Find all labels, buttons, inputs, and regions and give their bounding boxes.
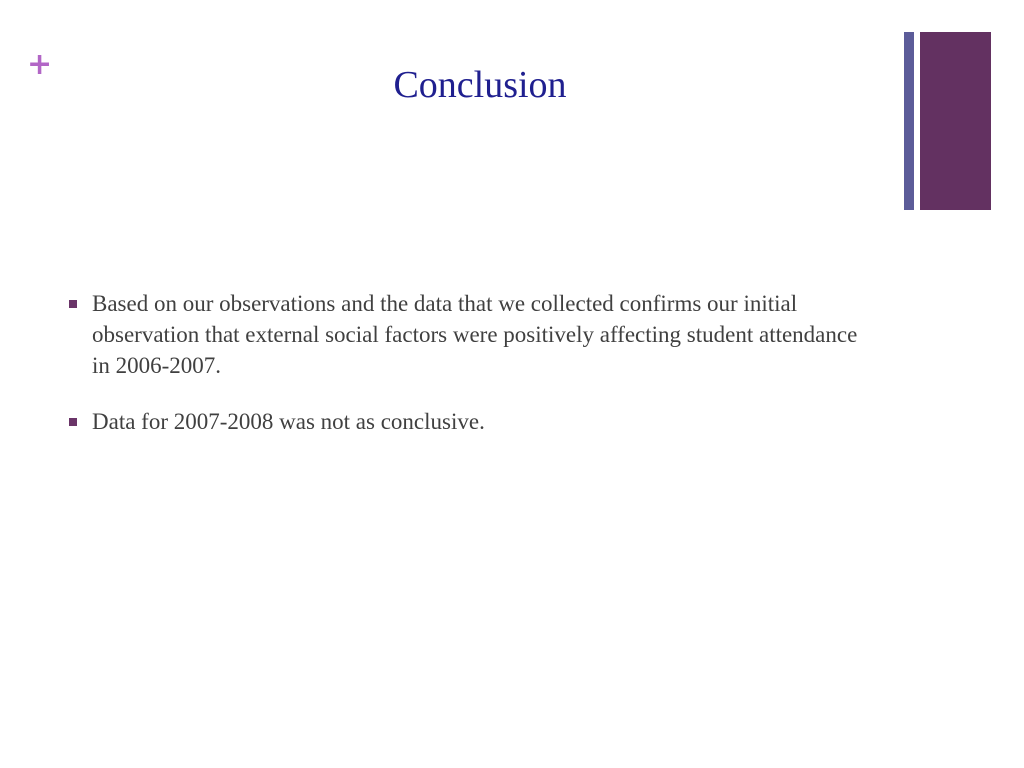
bullet-item xyxy=(66,288,866,381)
decorative-bar-thick xyxy=(920,32,991,210)
plus-icon: + xyxy=(27,47,53,82)
slide-title: Conclusion xyxy=(393,64,567,106)
bullet-text: Data for 2007-2008 was not as conclusive. xyxy=(92,409,485,434)
decorative-bar-thin xyxy=(904,32,914,210)
bullet-text: Based on our observations and the data that we collected confirms our initial observation that external social factors were positively affecting student attendance in 2006-2007. xyxy=(92,291,858,378)
square-bullet-icon xyxy=(69,418,77,426)
bullet-item xyxy=(66,406,866,437)
square-bullet-icon xyxy=(69,300,77,308)
bullet-list xyxy=(66,288,866,462)
